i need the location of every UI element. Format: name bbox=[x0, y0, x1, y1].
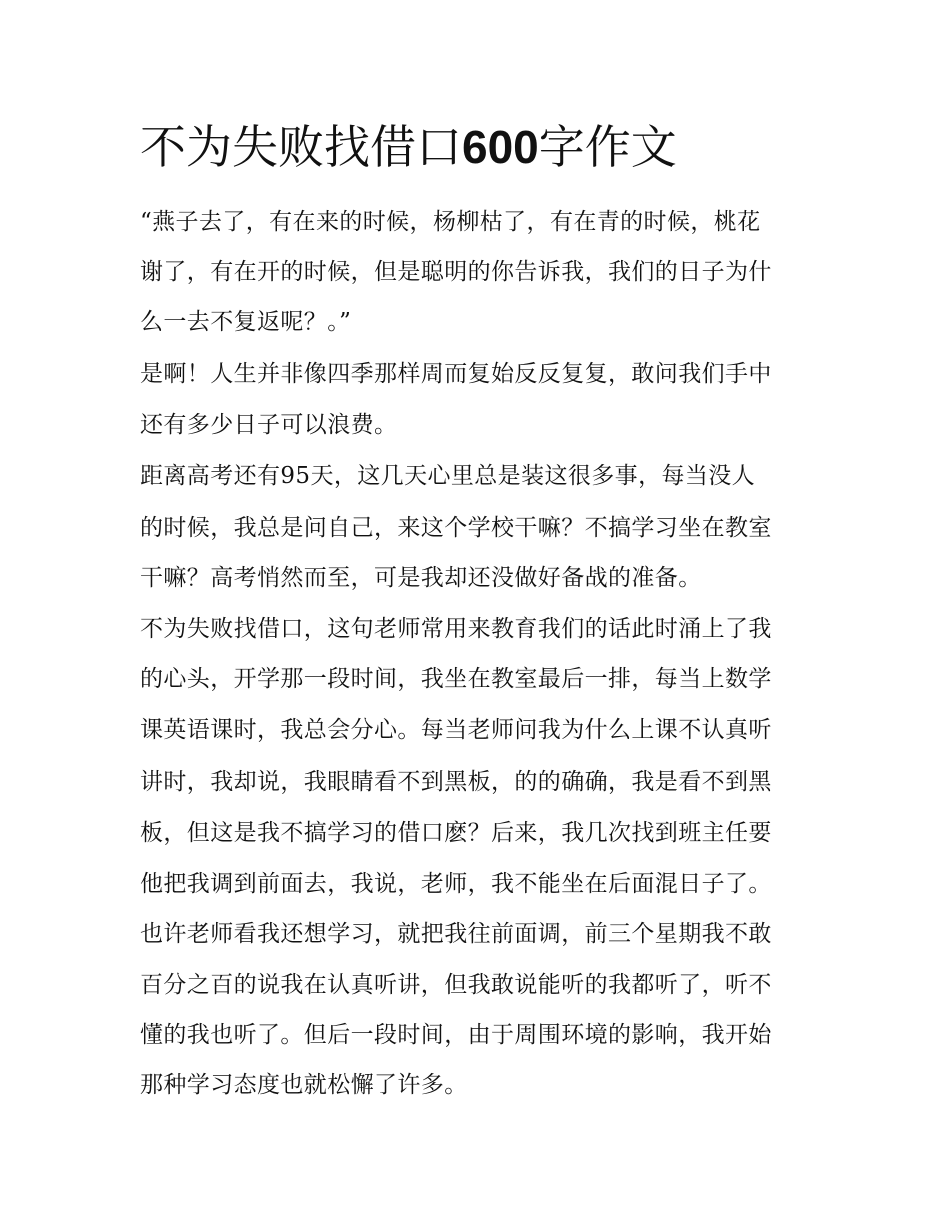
title-prefix: 不为失败找借口 bbox=[140, 120, 462, 174]
text-line: 他把我调到前面去，我说，老师，我不能坐在后面混日子了。 bbox=[140, 871, 772, 897]
text-line: 还有多少日子可以浪费。 bbox=[140, 412, 398, 438]
text-line: 也许老师看我还想学习，就把我往前面调，前三个星期我不敢 bbox=[140, 921, 772, 947]
text-line: 的心头，开学那一段时间，我坐在教室最后一排，每当上数学 bbox=[140, 666, 772, 692]
title-suffix: 字作文 bbox=[538, 120, 677, 174]
text-line: 板，但这是我不搞学习的借口麽？后来，我几次找到班主任要 bbox=[140, 820, 772, 846]
text-line: “燕子去了，有在来的时候，杨柳枯了，有在青的时候，桃花 bbox=[140, 209, 761, 235]
text-line: 的时候，我总是问自己，来这个学校干嘛？不搞学习坐在教室 bbox=[140, 515, 772, 541]
text-line: 课英语课时，我总会分心。每当老师问我为什么上课不认真听 bbox=[140, 717, 772, 743]
text-line: 讲时，我却说，我眼睛看不到黑板，的的确确，我是看不到黑 bbox=[140, 769, 772, 795]
text-line: 不为失败找借口，这句老师常用来教育我们的话此时涌上了我 bbox=[140, 616, 772, 642]
text-line: 是啊！人生并非像四季那样周而复始反反复复，敢问我们手中 bbox=[140, 361, 772, 387]
text-line: 谢了，有在开的时候，但是聪明的你告诉我，我们的日子为什 bbox=[140, 259, 772, 285]
text-line: 那种学习态度也就松懈了许多。 bbox=[140, 1072, 468, 1098]
document-title bbox=[140, 112, 840, 182]
text-line: 么一去不复返呢？。” bbox=[140, 309, 352, 335]
title-number: 600 bbox=[462, 121, 539, 173]
text-line: 懂的我也听了。但后一段时间，由于周围环境的影响，我开始 bbox=[140, 1022, 772, 1048]
text-line: 百分之百的说我在认真听讲，但我敢说能听的我都听了，听不 bbox=[140, 972, 772, 998]
text-line: 距离高考还有95天，这几天心里总是装这很多事，每当没人 bbox=[140, 463, 756, 489]
text-line: 干嘛？高考悄然而至，可是我却还没做好备战的准备。 bbox=[140, 565, 702, 591]
